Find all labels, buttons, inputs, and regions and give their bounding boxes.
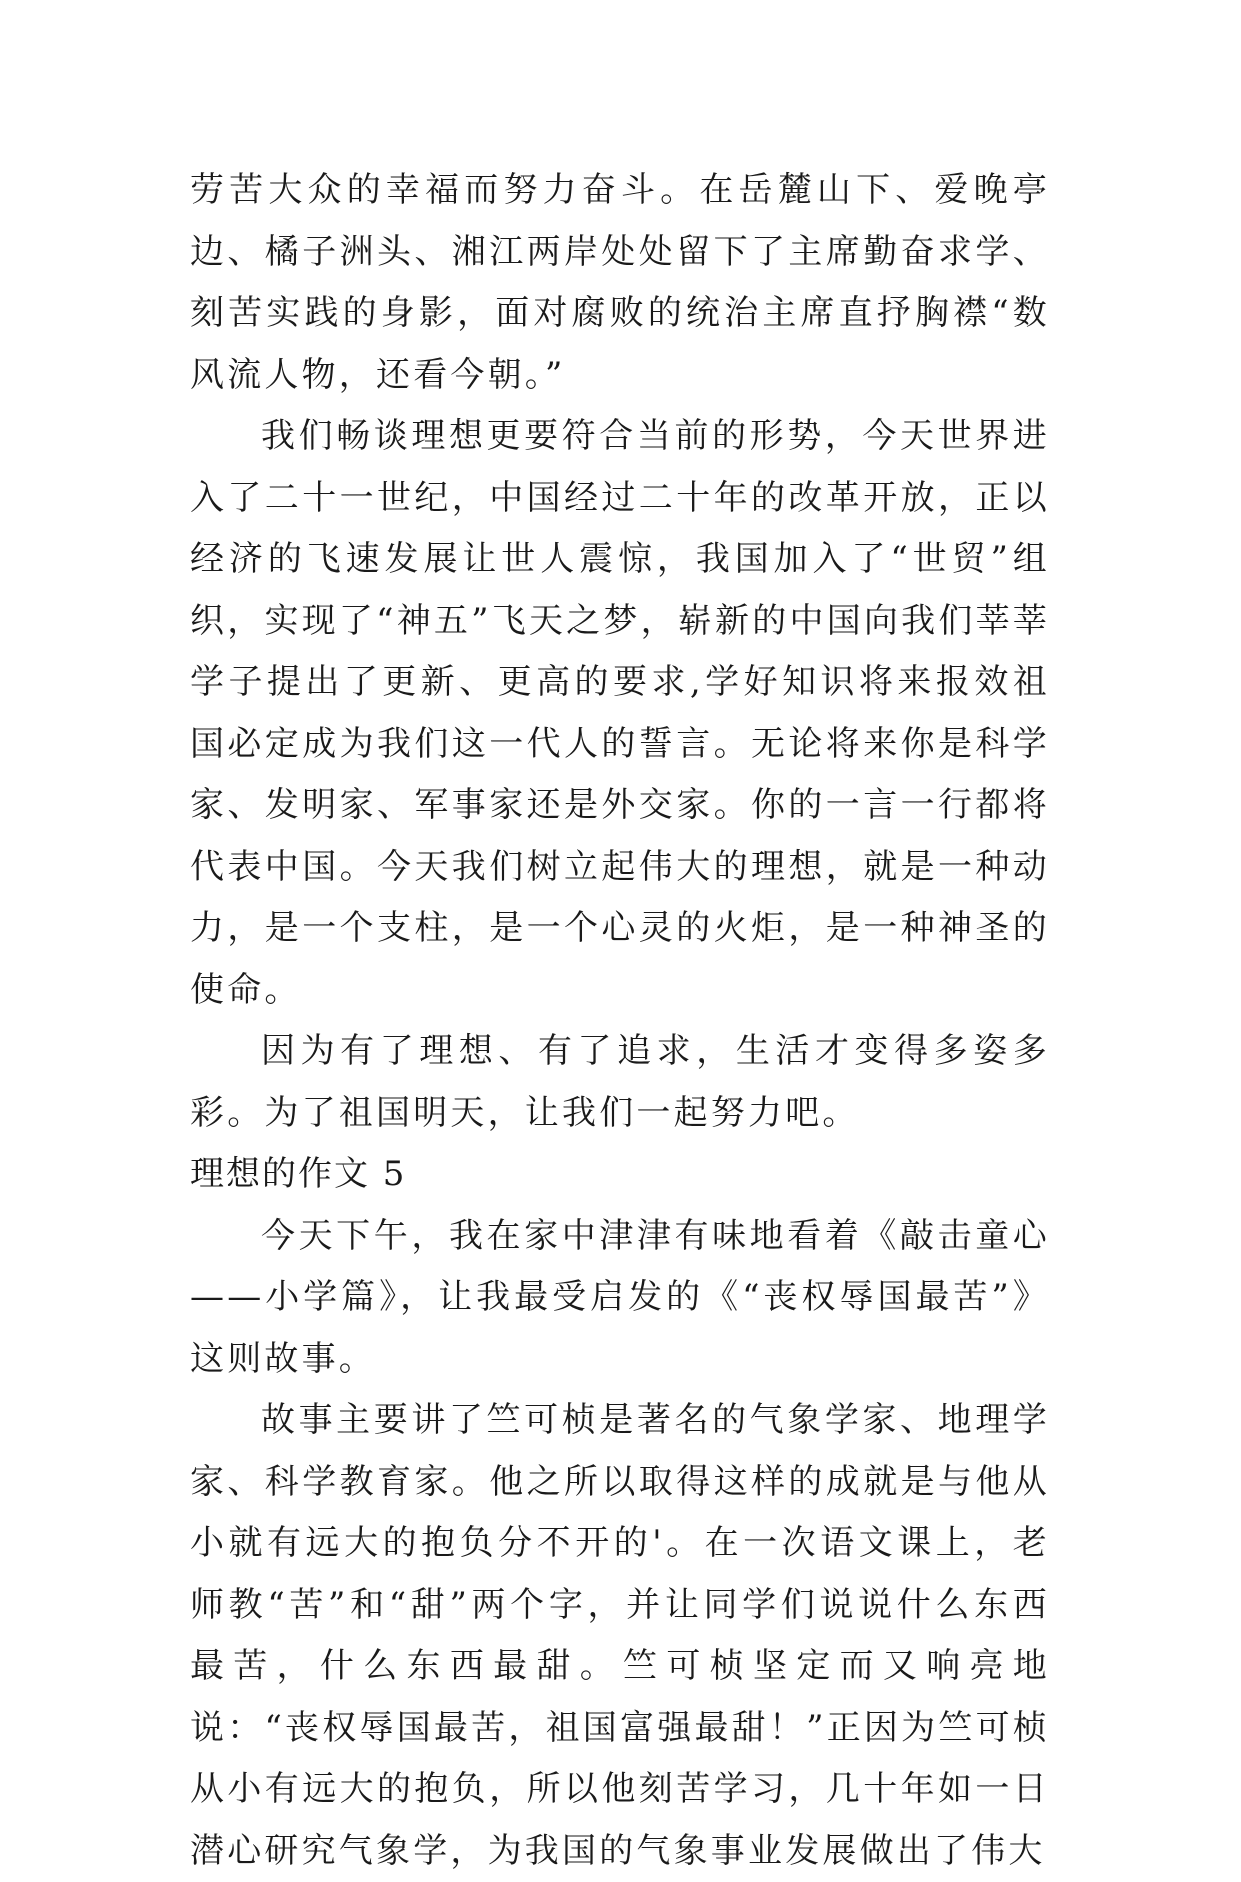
paragraph-5: 故事主要讲了竺可桢是著名的气象学家、地理学家、科学教育家。他之所以取得这样的成就是与他从小就有远大的抱负分不开的'。在一次语文课上，老师教“苦”和“甜”两个字，并让同学们说说什么东西最苦，什么东西最甜。竺可桢坚定而又响亮地说：“丧权辱国最苦，祖国富强最甜！”正因为竺可桢从小有远大的抱负，所以他刻苦学习，几十年如一日潜心研究气象学，为我国的气象事业发展做出了伟大 — [190, 1400, 1050, 1871]
paragraph-3: 因为有了理想、有了追求，生活才变得多姿多彩。为了祖国明天，让我们一起努力吧。 — [190, 1031, 1050, 1133]
paragraph-1: 劳苦大众的幸福而努力奋斗。在岳麓山下、爱晚亭边、橘子洲头、湘江两岸处处留下了主席勤奋求学、刻苦实践的身影，面对腐败的统治主席直抒胸襟“数风流人物，还看今朝。” — [190, 170, 1050, 395]
paragraph-2: 我们畅谈理想更要符合当前的形势，今天世界进入了二十一世纪，中国经过二十年的改革开放，正以经济的飞速发展让世人震惊，我国加入了“世贸”组织，实现了“神五”飞天之梦，崭新的中国向我们莘莘学子提出了更新、更高的要求,学好知识将来报效祖国必定成为我们这一代人的誓言。无论将来你是科学家、发明家、军事家还是外交家。你的一言一行都将代表中国。今天我们树立起伟大的理想，就是一种动力，是一个支柱，是一个心灵的火炬，是一种神圣的使命。 — [190, 416, 1050, 1010]
document-body — [190, 160, 1050, 1882]
paragraph-4: 今天下午，我在家中津津有味地看着《敲击童心——小学篇》，让我最受启发的《“丧权辱国最苦”》这则故事。 — [190, 1215, 1050, 1379]
section-heading: 理想的作文 5 — [190, 1154, 407, 1194]
